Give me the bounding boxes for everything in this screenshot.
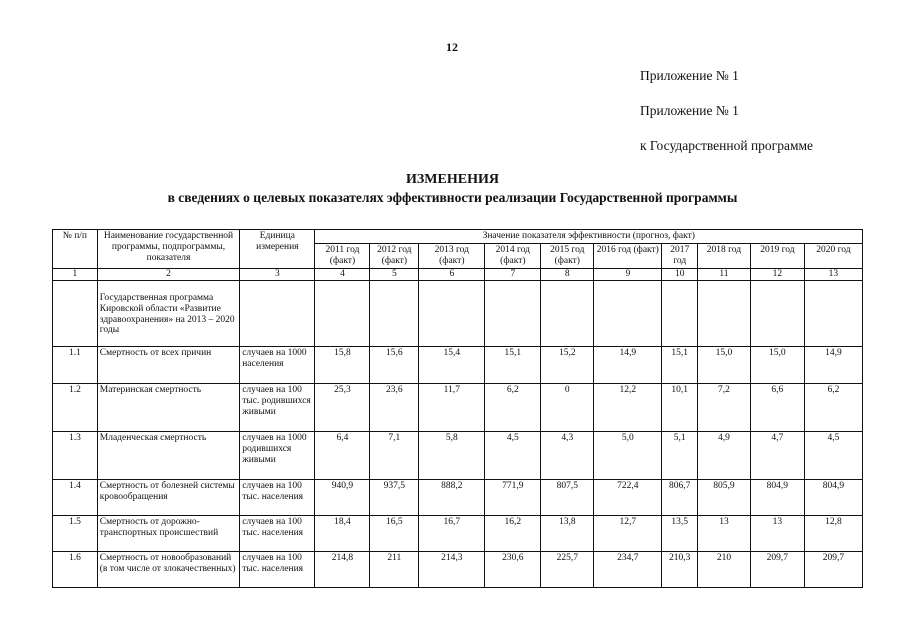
indicator-value: 209,7 <box>804 551 862 587</box>
indicator-value: 6,4 <box>315 431 370 479</box>
indicator-value: 7,2 <box>698 383 751 431</box>
column-index: 13 <box>804 268 862 280</box>
column-index: 2 <box>97 268 239 280</box>
column-index: 11 <box>698 268 751 280</box>
indicator-value: 230,6 <box>485 551 541 587</box>
header-num: № п/п <box>53 230 98 269</box>
row-num: 1.4 <box>53 479 98 515</box>
indicator-value: 15,4 <box>419 346 485 383</box>
indicator-value: 804,9 <box>750 479 804 515</box>
annex-line-1: Приложение № 1 <box>640 68 739 83</box>
header-year: 2017 год <box>662 243 698 268</box>
indicator-value: 18,4 <box>315 515 370 551</box>
indicator-value: 12,8 <box>804 515 862 551</box>
empty-cell <box>485 280 541 346</box>
row-num: 1.6 <box>53 551 98 587</box>
document-subtitle: в сведениях о целевых показателях эффективности реализации Государственной программы <box>167 190 738 205</box>
column-index: 5 <box>370 268 419 280</box>
indicator-value: 722,4 <box>594 479 662 515</box>
empty-cell <box>594 280 662 346</box>
indicator-value: 16,5 <box>370 515 419 551</box>
indicator-unit: случаев на 100 тыс. населения <box>240 515 315 551</box>
indicator-name: Материнская смертность <box>97 383 239 431</box>
row-num: 1.2 <box>53 383 98 431</box>
indicator-name: Младенческая смертность <box>97 431 239 479</box>
indicator-value: 210 <box>698 551 751 587</box>
indicator-value: 4,5 <box>485 431 541 479</box>
header-year: 2012 год (факт) <box>370 243 419 268</box>
indicator-value: 804,9 <box>804 479 862 515</box>
indicator-value: 6,2 <box>804 383 862 431</box>
indicator-value: 15,1 <box>485 346 541 383</box>
indicator-value: 14,9 <box>804 346 862 383</box>
indicator-value: 940,9 <box>315 479 370 515</box>
indicator-value: 771,9 <box>485 479 541 515</box>
indicator-value: 15,8 <box>315 346 370 383</box>
indicator-value: 234,7 <box>594 551 662 587</box>
indicator-unit: случаев на 1000 населения <box>240 346 315 383</box>
empty-cell <box>698 280 751 346</box>
column-index: 6 <box>419 268 485 280</box>
indicator-value: 5,0 <box>594 431 662 479</box>
indicator-value: 13 <box>698 515 751 551</box>
column-index: 8 <box>541 268 594 280</box>
empty-cell <box>804 280 862 346</box>
indicator-value: 5,8 <box>419 431 485 479</box>
indicator-value: 4,5 <box>804 431 862 479</box>
indicator-value: 16,2 <box>485 515 541 551</box>
indicator-value: 888,2 <box>419 479 485 515</box>
column-index: 4 <box>315 268 370 280</box>
column-index: 1 <box>53 268 98 280</box>
header-year: 2019 год <box>750 243 804 268</box>
indicator-value: 5,1 <box>662 431 698 479</box>
header-year: 2014 год (факт) <box>485 243 541 268</box>
indicator-value: 214,8 <box>315 551 370 587</box>
column-index: 9 <box>594 268 662 280</box>
indicator-value: 7,1 <box>370 431 419 479</box>
header-unit: Единица измерения <box>240 230 315 269</box>
table-row <box>53 383 863 431</box>
indicator-value: 211 <box>370 551 419 587</box>
indicator-value: 4,3 <box>541 431 594 479</box>
indicator-value: 11,7 <box>419 383 485 431</box>
column-index-row <box>53 268 863 280</box>
row-num: 1.5 <box>53 515 98 551</box>
column-index: 10 <box>662 268 698 280</box>
indicator-value: 15,0 <box>698 346 751 383</box>
indicator-value: 210,3 <box>662 551 698 587</box>
table-row <box>53 515 863 551</box>
header-values-group: Значение показателя эффективности (прогноз, факт) <box>315 230 863 244</box>
header-year: 2011 год (факт) <box>315 243 370 268</box>
program-num <box>53 280 98 346</box>
indicator-value: 214,3 <box>419 551 485 587</box>
header-year: 2018 год <box>698 243 751 268</box>
indicator-value: 4,9 <box>698 431 751 479</box>
indicator-value: 806,7 <box>662 479 698 515</box>
empty-cell <box>315 280 370 346</box>
indicator-value: 13,5 <box>662 515 698 551</box>
indicator-unit: случаев на 100 тыс. родившихся живыми <box>240 383 315 431</box>
indicator-value: 6,6 <box>750 383 804 431</box>
table-row <box>53 479 863 515</box>
empty-cell <box>541 280 594 346</box>
indicator-value: 209,7 <box>750 551 804 587</box>
page-number: 12 <box>446 40 458 54</box>
indicator-name: Смертность от болезней системы кровообращения <box>97 479 239 515</box>
indicator-name: Смертность от всех причин <box>97 346 239 383</box>
empty-cell <box>240 280 315 346</box>
empty-cell <box>662 280 698 346</box>
table-row <box>53 346 863 383</box>
indicator-value: 23,6 <box>370 383 419 431</box>
indicator-value: 15,0 <box>750 346 804 383</box>
indicators-table <box>52 229 863 588</box>
indicator-value: 805,9 <box>698 479 751 515</box>
indicator-value: 937,5 <box>370 479 419 515</box>
indicator-value: 4,7 <box>750 431 804 479</box>
header-year: 2016 год (факт) <box>594 243 662 268</box>
empty-cell <box>419 280 485 346</box>
indicator-value: 25,3 <box>315 383 370 431</box>
table-row <box>53 551 863 587</box>
indicator-value: 13 <box>750 515 804 551</box>
indicator-value: 10,1 <box>662 383 698 431</box>
program-row <box>53 280 863 346</box>
indicator-unit: случаев на 100 тыс. населения <box>240 479 315 515</box>
header-year: 2020 год <box>804 243 862 268</box>
annex-line-3: к Государственной программе <box>640 138 814 153</box>
row-num: 1.1 <box>53 346 98 383</box>
row-num: 1.3 <box>53 431 98 479</box>
indicator-value: 12,2 <box>594 383 662 431</box>
indicator-value: 6,2 <box>485 383 541 431</box>
indicator-value: 14,9 <box>594 346 662 383</box>
empty-cell <box>370 280 419 346</box>
header-year: 2015 год (факт) <box>541 243 594 268</box>
header-year: 2013 год (факт) <box>419 243 485 268</box>
indicator-value: 13,8 <box>541 515 594 551</box>
column-index: 12 <box>750 268 804 280</box>
column-index: 7 <box>485 268 541 280</box>
indicator-name: Смертность от новообразований (в том числе от злокачественных) <box>97 551 239 587</box>
indicator-unit: случаев на 1000 родившихся живыми <box>240 431 315 479</box>
indicator-value: 225,7 <box>541 551 594 587</box>
empty-cell <box>750 280 804 346</box>
table-row <box>53 431 863 479</box>
indicator-value: 16,7 <box>419 515 485 551</box>
indicator-value: 15,1 <box>662 346 698 383</box>
program-name: Государственная программа Кировской области «Развитие здравоохранения» на 2013 – 2020 годы <box>97 280 239 346</box>
document-title: ИЗМЕНЕНИЯ <box>406 172 499 187</box>
indicator-value: 15,6 <box>370 346 419 383</box>
column-index: 3 <box>240 268 315 280</box>
header-row-1 <box>53 230 863 244</box>
indicator-value: 12,7 <box>594 515 662 551</box>
indicator-name: Смертность от дорожно-транспортных происшествий <box>97 515 239 551</box>
header-name: Наименование государственной программы, подпрограммы, показателя <box>97 230 239 269</box>
indicator-value: 15,2 <box>541 346 594 383</box>
indicator-value: 0 <box>541 383 594 431</box>
annex-line-2: Приложение № 1 <box>640 103 739 118</box>
indicator-unit: случаев на 100 тыс. населения <box>240 551 315 587</box>
indicator-value: 807,5 <box>541 479 594 515</box>
